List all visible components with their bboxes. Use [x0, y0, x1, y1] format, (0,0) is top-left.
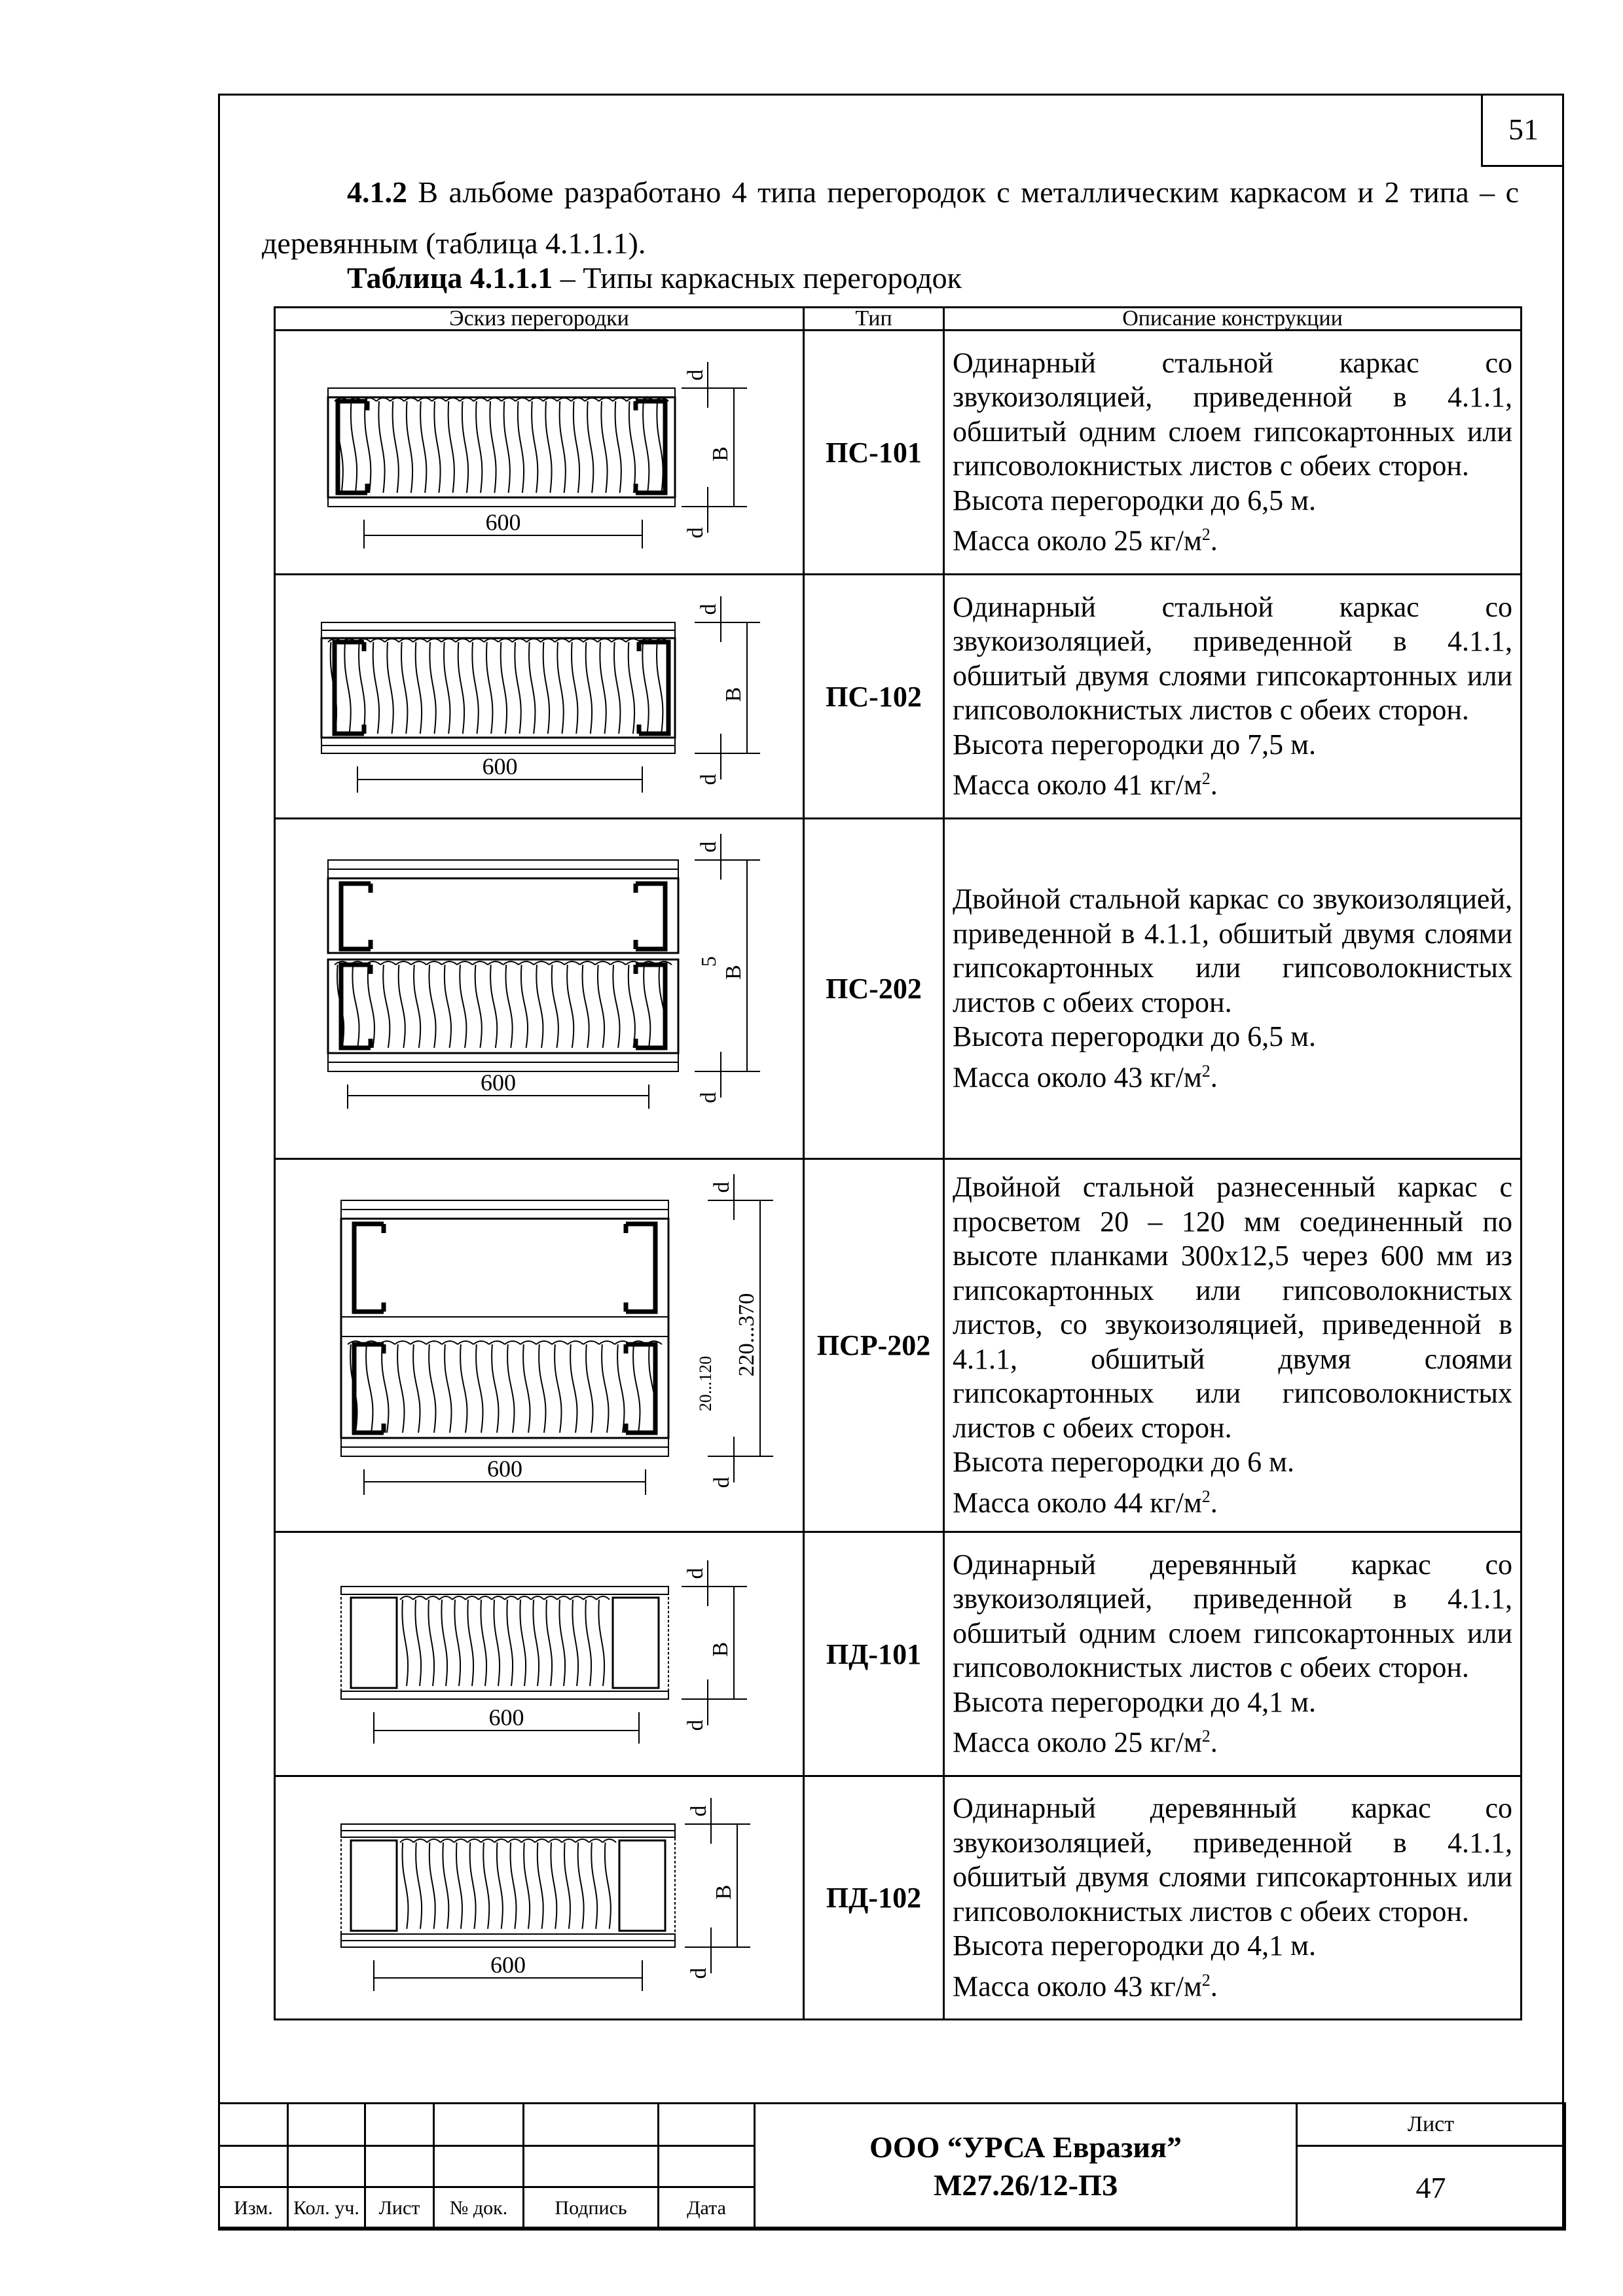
- gypsum-board: [328, 497, 675, 507]
- description-text: Двойной стальной разнесенный каркас с просветом 20 – 120 мм соединенный по высоте планками 300х12,5 через 600 мм из гипсокартонных или гипсоволокнистых листов, со звукоизоляцией, приведенной в 4.1.1, обшитый двумя слоями гипсокартонных или гипсоволокнистых листов с обеих сторон.: [953, 1171, 1512, 1444]
- sketch-ps101: [276, 332, 801, 573]
- description-cell: [944, 331, 1522, 575]
- description-text: Одинарный деревянный каркас со звукоизоляцией, приведенной в 4.1.1, обшитый одним слоем гипсокартонных или гипсоволокнистых листов с обеих сторон.: [953, 1548, 1512, 1684]
- d-label: d: [697, 603, 721, 615]
- b-label: B: [712, 1884, 736, 1899]
- wood-stud: [351, 1598, 397, 1688]
- header-type: Тип: [804, 308, 944, 331]
- frame-lower: [328, 960, 678, 1053]
- sheet-label: Лист: [1297, 2104, 1565, 2146]
- wood-stud: [351, 1840, 397, 1931]
- page-number: 51: [1481, 94, 1564, 167]
- caption-text: – Типы каркасных перегородок: [553, 261, 962, 295]
- d-label: d: [684, 369, 708, 380]
- sketch-cell: [275, 1159, 804, 1532]
- wood-stud: [613, 1598, 659, 1688]
- gypsum-board: [321, 745, 675, 753]
- steel-profile: [626, 1344, 655, 1433]
- steel-profile: [335, 642, 364, 734]
- insulation-wool: [335, 961, 672, 1048]
- description-cell: [944, 575, 1522, 819]
- insulation-wool: [400, 1596, 610, 1686]
- organization-name: ООО “УРСА Евразия”: [869, 2130, 1182, 2164]
- d-label: d: [710, 1477, 734, 1488]
- sketch-cell: [275, 575, 804, 819]
- width-label: 600: [490, 1951, 526, 1978]
- sketch-psr202: [276, 1161, 801, 1530]
- intro-paragraph: [262, 167, 1519, 269]
- gypsum-board: [321, 622, 675, 630]
- d-label: d: [684, 1719, 708, 1731]
- title-block: [218, 2102, 1564, 2229]
- gypsum-board: [341, 1587, 668, 1594]
- steel-profile: [354, 1344, 384, 1433]
- stamp-col-list: Лист: [365, 2187, 434, 2230]
- insulation-wool: [328, 639, 668, 734]
- height-text: Высота перегородки до 4,1 м.: [953, 1929, 1316, 1962]
- height-text: Высота перегородки до 7,5 м.: [953, 728, 1316, 761]
- sheet-number: 47: [1297, 2146, 1565, 2230]
- table-row: [275, 575, 1522, 819]
- steel-profile: [341, 884, 371, 949]
- d-label: d: [697, 1092, 721, 1103]
- gap-label: 20...120: [696, 1355, 715, 1411]
- d-label: d: [697, 841, 721, 852]
- partition-core: [321, 638, 675, 738]
- description-text: Одинарный стальной каркас со звукоизоляцией, приведенной в 4.1.1, обшитый одним слоем гипсокартонных или гипсоволокнистых листов с обеих сторон.: [953, 346, 1512, 482]
- insulation-wool: [348, 1341, 662, 1433]
- gypsum-board: [341, 1941, 675, 1947]
- gypsum-board: [328, 860, 678, 869]
- frame-upper: [328, 878, 678, 953]
- gypsum-board: [328, 1053, 678, 1062]
- table-row: [275, 819, 1522, 1159]
- mass-text: Масса около 43 $кг/м^2$.: [953, 1970, 1218, 2003]
- header-description: Описание конструкции: [944, 308, 1522, 331]
- sketch-pd101: [276, 1534, 801, 1774]
- paragraph-text: В альбоме разработано 4 типа перегородок с металлическим каркасом и 2 типа – с деревянным (таблица 4.1.1.1).: [262, 175, 1519, 260]
- gypsum-board: [328, 388, 675, 397]
- b-label: B: [721, 964, 746, 980]
- type-cell: ПСР-202: [804, 1159, 944, 1532]
- height-text: Высота перегородки до 6,5 м.: [953, 1020, 1316, 1053]
- partitions-table: [274, 306, 1522, 2020]
- gypsum-board: [341, 1934, 675, 1941]
- sketch-ps202: [276, 821, 801, 1157]
- gypsum-board: [341, 1831, 675, 1837]
- mass-text: Масса около 44 $кг/м^2$.: [953, 1486, 1218, 1519]
- gap-label: 5: [697, 956, 720, 967]
- width-label: 600: [488, 1704, 524, 1731]
- table-caption: [347, 260, 962, 295]
- frame-outer: [341, 1219, 668, 1438]
- org-block: [755, 2104, 1297, 2230]
- gypsum-board: [328, 869, 678, 878]
- description-cell: [944, 819, 1522, 1159]
- table-row: [275, 1776, 1522, 2020]
- stamp-col-izm: Изм.: [219, 2187, 288, 2230]
- section-number: 4.1.2: [347, 175, 407, 209]
- gypsum-board: [321, 738, 675, 745]
- gypsum-board: [341, 1210, 668, 1219]
- description-cell: [944, 1776, 1522, 2020]
- stamp-col-doc: № док.: [434, 2187, 524, 2230]
- mass-text: Масса около 41 $кг/м^2$.: [953, 768, 1218, 801]
- steel-profile: [636, 884, 665, 949]
- stamp-col-kol: Кол. уч.: [288, 2187, 365, 2230]
- mass-text: Масса около 25 $кг/м^2$.: [953, 524, 1218, 557]
- description-text: Одинарный деревянный каркас со звукоизоляцией, приведенной в 4.1.1, обшитый двумя слоями гипсокартонных или гипсоволокнистых листов с обеих сторон.: [953, 1792, 1512, 1928]
- height-text: Высота перегородки до 4,1 м.: [953, 1685, 1316, 1718]
- type-cell: ПС-202: [804, 819, 944, 1159]
- document-code: М27.26/12-ПЗ: [933, 2168, 1118, 2202]
- width-label: 600: [485, 509, 521, 535]
- width-label: 600: [482, 753, 518, 780]
- partition-core: [341, 1594, 668, 1691]
- header-sketch: Эскиз перегородки: [275, 308, 804, 331]
- description-text: Двойной стальной каркас со звукоизоляцией, приведенной в 4.1.1, обшитый двумя слоями гипсокартонных или гипсоволокнистых листов с обеих сторон.: [953, 883, 1512, 1018]
- b-label: B: [708, 446, 733, 461]
- description-cell: [944, 1159, 1522, 1532]
- sketch-ps102: [276, 577, 801, 817]
- type-cell: ПД-101: [804, 1532, 944, 1776]
- type-cell: ПД-102: [804, 1776, 944, 2020]
- width-label: 600: [481, 1069, 516, 1096]
- b-label: B: [721, 687, 746, 702]
- sketch-cell: [275, 331, 804, 575]
- steel-profile: [639, 642, 668, 734]
- gypsum-board: [341, 1447, 668, 1456]
- gypsum-board: [321, 630, 675, 638]
- height-text: Высота перегородки до 6,5 м.: [953, 484, 1316, 516]
- table-row: [275, 1532, 1522, 1776]
- mass-text: Масса около 43 $кг/м^2$.: [953, 1061, 1218, 1094]
- partition-core: [328, 397, 675, 497]
- d-label: d: [687, 1967, 711, 1979]
- stamp-col-date: Дата: [659, 2187, 755, 2230]
- d-label: d: [697, 774, 721, 785]
- type-cell: ПС-102: [804, 575, 944, 819]
- sketch-cell: [275, 1532, 804, 1776]
- description-text: Одинарный стальной каркас со звукоизоляцией, приведенной в 4.1.1, обшитый двумя слоями гипсокартонных или гипсоволокнистых листов с обеих сторон.: [953, 590, 1512, 726]
- b-label: 220...370: [735, 1293, 759, 1376]
- gypsum-board: [341, 1438, 668, 1447]
- gypsum-board: [341, 1824, 675, 1831]
- insulation-wool: [335, 398, 668, 493]
- wood-stud: [619, 1840, 665, 1931]
- height-text: Высота перегородки до 6 м.: [953, 1446, 1294, 1479]
- description-cell: [944, 1532, 1522, 1776]
- partition-core: [341, 1837, 675, 1934]
- sketch-pd102: [276, 1778, 801, 2018]
- d-label: d: [687, 1805, 711, 1816]
- table-row: [275, 331, 1522, 575]
- sketch-cell: [275, 819, 804, 1159]
- b-label: B: [708, 1641, 733, 1657]
- d-label: d: [684, 527, 708, 538]
- steel-profile: [626, 1224, 655, 1312]
- sketch-cell: [275, 1776, 804, 2020]
- d-label: d: [710, 1181, 734, 1193]
- caption-number: Таблица 4.1.1.1: [347, 261, 553, 295]
- stamp-col-sign: Подпись: [524, 2187, 659, 2230]
- table-row: [275, 1159, 1522, 1532]
- d-label: d: [684, 1568, 708, 1579]
- width-label: 600: [487, 1455, 522, 1482]
- steel-profile: [354, 1224, 384, 1312]
- type-cell: ПС-101: [804, 331, 944, 575]
- gypsum-board: [341, 1200, 668, 1210]
- insulation-wool: [400, 1839, 616, 1929]
- gypsum-board: [341, 1691, 668, 1699]
- mass-text: Масса около 25 $кг/м^2$.: [953, 1726, 1218, 1759]
